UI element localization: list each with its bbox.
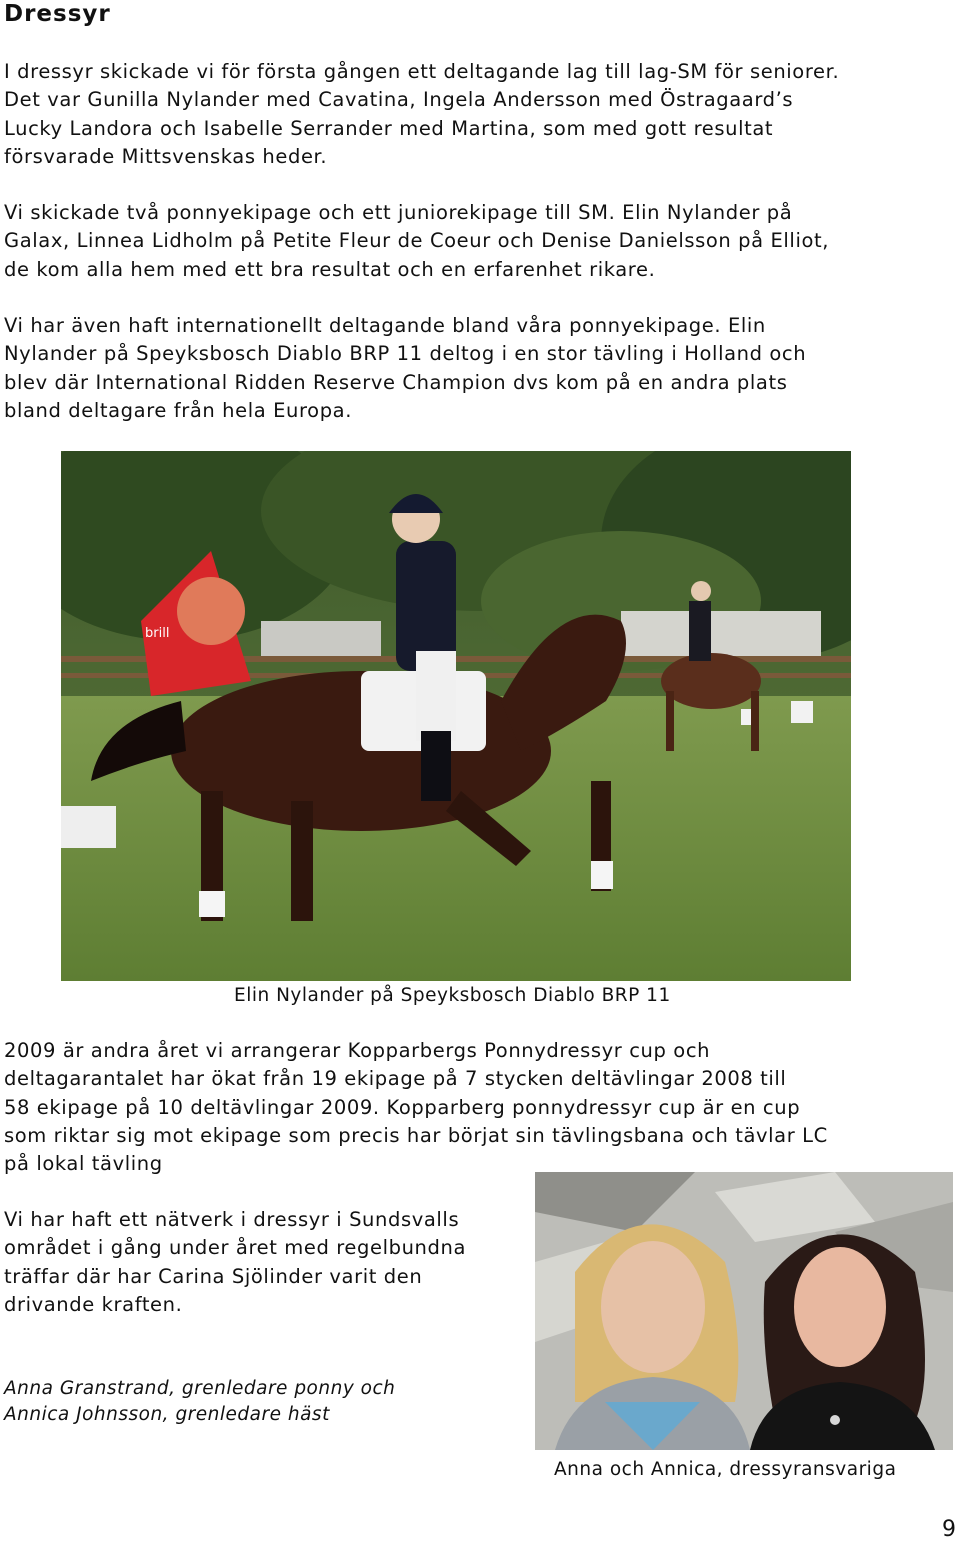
text-line: försvarade Mittsvenskas heder.	[4, 144, 328, 168]
paragraph-kopparberg-cup	[4, 1037, 828, 1178]
text-line: bland deltagare från hela Europa.	[4, 398, 353, 422]
text-line: Lucky Landora och Isabelle Serrander med Martina, som med gott resultat	[4, 116, 774, 140]
text-line: I dressyr skickade vi för första gången ett deltagande lag till lag-SM för seniorer.	[4, 60, 840, 83]
paragraph-international	[4, 312, 806, 425]
text-line: Det var Gunilla Nylander med Cavatina, Ingela Andersson med Östragaard’s	[4, 88, 794, 112]
text-line: deltagarantalet har ökat från 19 ekipage på 7 stycken deltävlingar 2008 till	[4, 1067, 787, 1091]
text-line: drivande kraften.	[4, 1292, 183, 1316]
text-line: Vi har även haft internationellt deltagande bland våra ponnyekipage. Elin	[4, 314, 766, 337]
sign-text: brill	[145, 626, 170, 641]
photo1-caption: Elin Nylander på Speyksbosch Diablo BRP 11	[234, 985, 671, 1006]
text-line: Galax, Linnea Lidholm på Petite Fleur de Coeur och Denise Danielsson på Elliot,	[4, 229, 830, 253]
text-line: Vi skickade två ponnyekipage och ett juniorekipage till SM. Elin Nylander på	[4, 201, 793, 224]
paragraph-pony-sm	[4, 199, 829, 284]
text-line: de kom alla hem med ett bra resultat och en erfarenhet rikare.	[4, 257, 656, 281]
page-number: 9	[942, 1517, 956, 1542]
text-line: Nylander på Speyksbosch Diablo BRP 11 deltog i en stor tävling i Holland och	[4, 342, 807, 366]
text-line: träffar där har Carina Sjölinder varit den	[4, 1264, 423, 1288]
signature-line: Anna Granstrand, grenledare ponny och	[4, 1378, 396, 1399]
photo2-caption: Anna och Annica, dressyransvariga	[554, 1459, 897, 1480]
photo-dressage-rider	[61, 451, 851, 981]
text-line: 58 ekipage på 10 deltävlingar 2009. Kopparberg ponnydressyr cup är en cup	[4, 1095, 801, 1119]
text-line: som riktar sig mot ekipage som precis har börjat sin tävlingsbana och tävlar LC	[4, 1123, 828, 1147]
photo-anna-annica	[535, 1172, 953, 1450]
photo-anna-annica-image	[535, 1172, 953, 1450]
text-line: Vi har haft ett nätverk i dressyr i Sundsvalls	[4, 1208, 460, 1231]
signature-block	[4, 1376, 395, 1428]
text-line: på lokal tävling	[4, 1152, 163, 1176]
paragraph-team-sm	[4, 58, 839, 171]
text-line: 2009 är andra året vi arrangerar Kopparbergs Ponnydressyr cup och	[4, 1039, 711, 1062]
text-line: området i gång under året med regelbundna	[4, 1236, 467, 1260]
paragraph-network	[4, 1206, 466, 1319]
photo-dressage-rider-image	[61, 451, 851, 981]
text-line: blev där International Ridden Reserve Champion dvs kom på en andra plats	[4, 370, 788, 394]
section-heading: Dressyr	[4, 1, 111, 27]
signature-line: Annica Johnsson, grenledare häst	[4, 1404, 330, 1425]
